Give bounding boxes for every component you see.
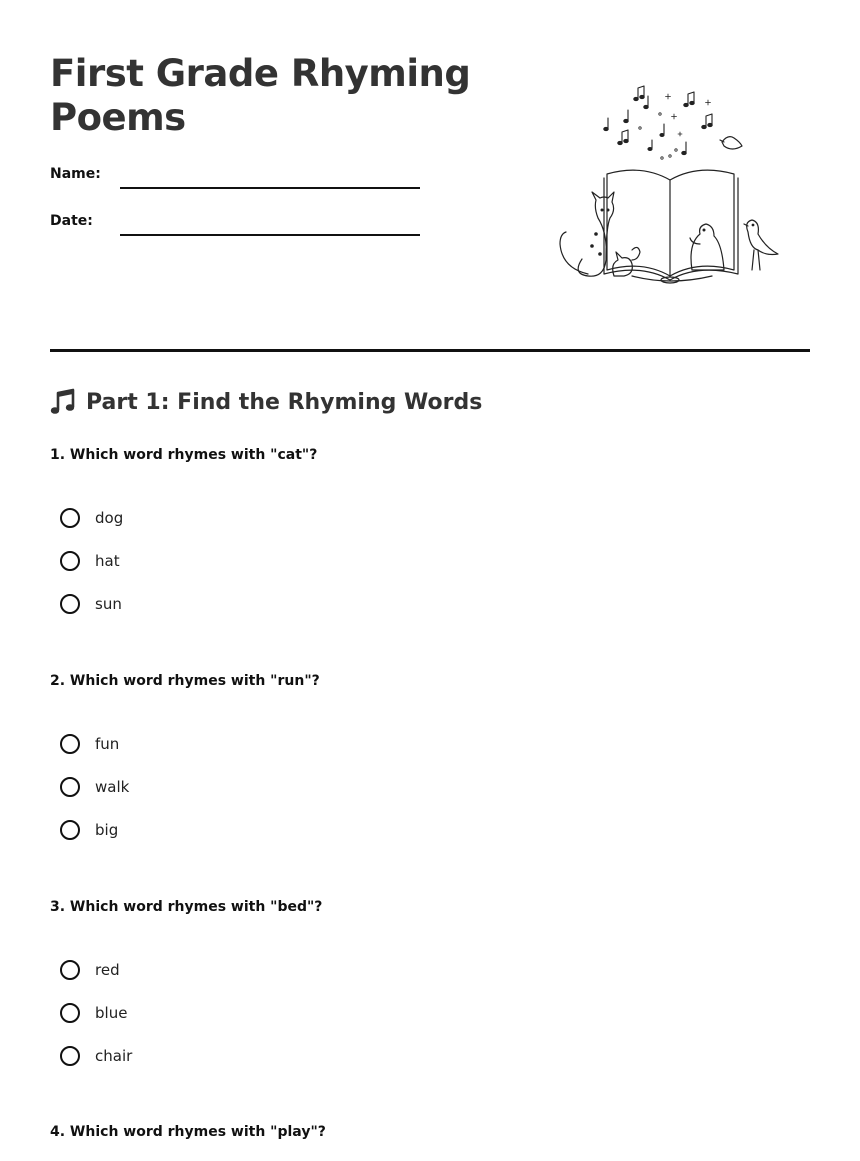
radio-button[interactable] (60, 508, 80, 528)
answer-options (50, 722, 129, 851)
question-4 (50, 1123, 810, 1141)
option-label: sun (95, 594, 122, 613)
answer-options (50, 496, 123, 625)
question-text: 4. Which word rhymes with "play"? (50, 1124, 326, 1140)
answer-option[interactable] (50, 1034, 132, 1077)
music-note-icon (50, 388, 76, 416)
question-1 (50, 446, 810, 613)
date-field[interactable] (120, 234, 420, 236)
name-field[interactable] (120, 187, 420, 189)
option-label: hat (95, 551, 120, 570)
name-label: Name: (50, 166, 101, 182)
option-label: big (95, 820, 119, 839)
question-text: 3. Which word rhymes with "bed"? (50, 899, 323, 915)
answer-option[interactable] (50, 765, 129, 808)
section-divider (50, 349, 810, 352)
page-title: First Grade Rhyming Poems (50, 52, 471, 139)
option-label: chair (95, 1046, 133, 1065)
answer-option[interactable] (50, 539, 123, 582)
book-animals-illustration (552, 84, 784, 288)
option-label: red (95, 960, 120, 979)
radio-button[interactable] (60, 777, 80, 797)
option-label: blue (95, 1003, 128, 1022)
radio-button[interactable] (60, 1003, 80, 1023)
question-2 (50, 672, 810, 839)
answer-option[interactable] (50, 722, 129, 765)
option-label: fun (95, 734, 120, 753)
answer-option[interactable] (50, 948, 132, 991)
answer-option[interactable] (50, 991, 132, 1034)
answer-option[interactable] (50, 496, 123, 539)
radio-button[interactable] (60, 734, 80, 754)
answer-options (50, 948, 132, 1077)
section-heading (50, 388, 482, 416)
option-label: walk (95, 777, 130, 796)
question-3 (50, 898, 810, 1065)
radio-button[interactable] (60, 960, 80, 980)
radio-button[interactable] (60, 820, 80, 840)
radio-button[interactable] (60, 551, 80, 571)
radio-button[interactable] (60, 594, 80, 614)
radio-button[interactable] (60, 1046, 80, 1066)
option-label: dog (95, 508, 124, 527)
date-label: Date: (50, 213, 93, 229)
question-text: 2. Which word rhymes with "run"? (50, 673, 320, 689)
answer-option[interactable] (50, 808, 129, 851)
question-text: 1. Which word rhymes with "cat"? (50, 447, 318, 463)
section-heading-text: Part 1: Find the Rhyming Words (86, 389, 483, 415)
answer-option[interactable] (50, 582, 123, 625)
